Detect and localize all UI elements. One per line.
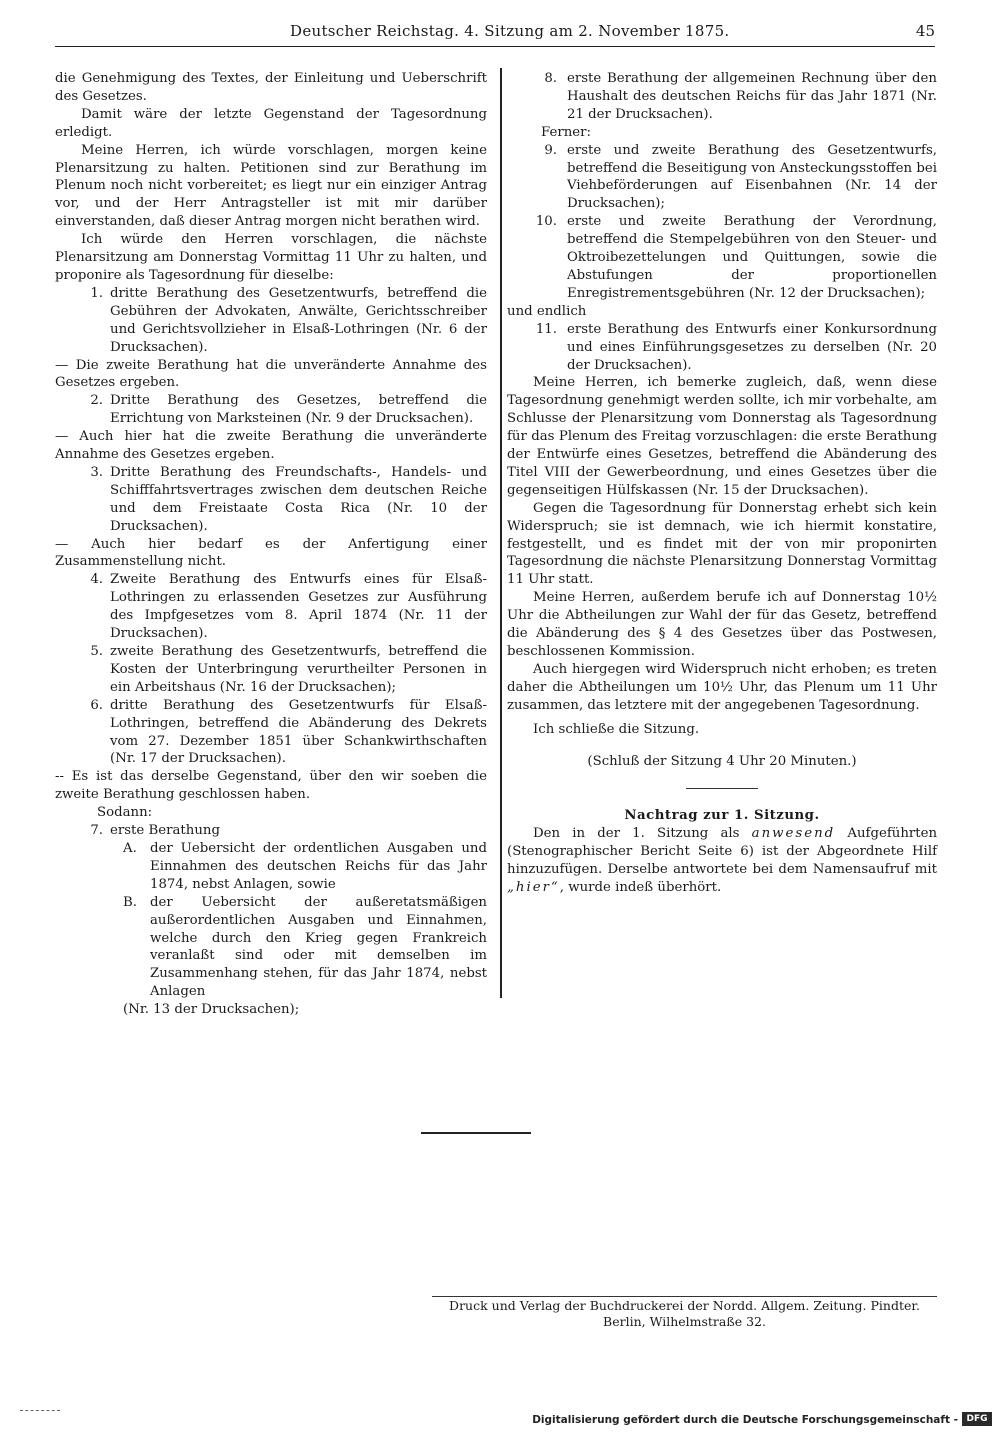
item-text: Dritte Berathung des Freundschafts-, Handels- und Schifffahrtsvertrages zwischen dem deutschen Reiche und dem Freistaate Costa Rica (Nr. 10 der Drucksachen). (110, 464, 487, 534)
item-text: erste und zweite Berathung der Verordnung, betreffend die Stempelgebühren von den Steuer- und Oktroibezettelungen und Quittungen, sowie die Abstufungen der proportionellen Enregistrementsgebühren (Nr. 12 der Drucksachen); (567, 214, 937, 301)
sub-item-text: der Uebersicht der ordentlichen Ausgaben und Einnahmen des deutschen Reichs für das Jahr 1874, nebst Anlagen, sowie (150, 840, 487, 892)
item-number: 6. (90, 697, 103, 713)
ferner-label: Ferner: (541, 124, 591, 140)
agenda-item (55, 571, 487, 643)
supplement-text (507, 825, 937, 897)
item-text: Zweite Berathung des Entwurfs eines für Elsaß-Lothringen zu erlassenden Gesetzes zur Ausführung des Impfgesetzes vom 8. April 1874 (Nr. 11 der Drucksachen). (110, 572, 487, 642)
item-number: 2. (90, 393, 103, 409)
paragraph: Damit wäre der letzte Gegenstand der Tagesordnung erledigt. (55, 106, 487, 140)
end-rule (421, 1132, 531, 1134)
agenda-item (55, 285, 487, 357)
session-end-note: (Schluß der Sitzung 4 Uhr 20 Minuten.) (587, 753, 857, 769)
printer-imprint (432, 1298, 937, 1330)
imprint-rule (432, 1296, 937, 1297)
left-column (55, 70, 487, 1019)
digitization-credit: Digitalisierung gefördert durch die Deutsche Forschungsgemeinschaft - (532, 1414, 958, 1426)
item-text: erste und zweite Berathung des Gesetzentwurfs, betreffend die Beseitigung von Ansteckungsstoffen bei Viehbeförderungen auf Eisenbahnen (Nr. 14 der Drucksachen); (567, 142, 937, 212)
item-number: 3. (90, 464, 103, 480)
item-number: 9. (544, 142, 557, 158)
sub-item-tail: (Nr. 13 der Drucksachen); (123, 1002, 300, 1018)
item-text: erste Berathung (110, 823, 220, 839)
note: -- Es ist das derselbe Gegenstand, über den wir soeben die zweite Berathung geschlossen haben. (55, 769, 487, 803)
paragraph: Gegen die Tagesordnung für Donnerstag erhebt sich kein Widerspruch; sie ist demnach, wie ich hiermit konstatire, festgestellt, und es findet mit der von mir proponirten Tagesordnung die nächste Plenarsitzung Donnerstag Vormittag 11 Uhr statt. (507, 500, 937, 588)
sub-item-text: der Uebersicht der außeretatsmäßigen außerordentlichen Ausgaben und Einnahmen, welche durch den Krieg gegen Frankreich veranlaßt sind oder mit demselben im Zusammenhang stehen, für das Jahr 1874, nebst Anlagen (150, 894, 487, 1000)
dfg-logo: DFG (962, 1412, 992, 1426)
item-number: 11. (535, 321, 557, 337)
item-text: erste Berathung des Entwurfs einer Konkursordnung und eines Einführungsgesetzes zu derselben (Nr. 20 der Drucksachen). (567, 321, 937, 373)
item-number: 5. (90, 644, 103, 659)
item-number: 4. (90, 572, 103, 588)
item-text: erste Berathung der allgemeinen Rechnung über den Haushalt des deutschen Reichs für das Jahr 1871 (Nr. 21 der Drucksachen). (567, 71, 937, 122)
supplement-text-e: , wurde indeß überhört. (559, 880, 722, 896)
agenda-item (507, 142, 937, 214)
paragraph: die Genehmigung des Textes, der Einleitung und Ueberschrift des Gesetzes. (55, 71, 487, 104)
agenda-item (55, 822, 487, 840)
imprint-line: Berlin, Wilhelmstraße 32. (603, 1314, 766, 1329)
supplement-title: Nachtrag zur 1. Sitzung. (624, 808, 820, 824)
item-text: Dritte Berathung des Gesetzes, betreffend die Errichtung von Marksteinen (Nr. 9 der Drucksachen). (110, 393, 487, 427)
paragraph: Meine Herren, außerdem berufe ich auf Donnerstag 10½ Uhr die Abtheilungen zur Wahl der für das Gesetz, betreffend die Abänderung des § 4 des Gesetzes über das Postwesen, beschlossenen Kommission. (507, 590, 937, 659)
item-number: 10. (535, 214, 557, 230)
sub-item-letter: A. (123, 840, 137, 856)
scan-mark (20, 1410, 60, 1413)
page-number: 45 (915, 22, 935, 40)
sodann-label: Sodann: (97, 805, 153, 821)
supplement-text-a: Den in der 1. Sitzung als (533, 826, 740, 842)
item-text: dritte Berathung des Gesetzentwurfs für Elsaß-Lothringen, betreffend die Abänderung des Dekrets vom 27. Dezember 1851 über Schankwirthschaften (Nr. 17 der Drucksachen). (110, 697, 487, 767)
paragraph: Ich würde den Herren vorschlagen, die nächste Plenarsitzung am Donnerstag Vormittag 11 Uhr zu halten, und proponire als Tagesordnung für dieselbe: (55, 232, 487, 283)
endlich-label: und endlich (507, 303, 587, 319)
agenda-item (507, 213, 937, 303)
agenda-item (507, 321, 937, 375)
item-number: 8. (544, 71, 557, 86)
paragraph: Auch hiergegen wird Widerspruch nicht erhoben; es treten daher die Abtheilungen um 10½ Uhr, das Plenum um 11 Uhr zusammen, das letztere mit der angegebenen Tagesordnung. (507, 661, 937, 713)
paragraph: Meine Herren, ich bemerke zugleich, daß, wenn diese Tagesordnung genehmigt werden sollte, ich mir vorbehalte, am Schlusse der Plenarsitzung vom Donnerstag als Tagesordnung für das Plenum des Freitag vorzuschlagen: die erste Berathung der Entwürfe eines Gesetzes, betreffend die Abänderung des Titel VIII der Gewerbeordnung, und eines Gesetzes über die gegenseitigen Hülfskassen (Nr. 15 der Drucksachen). (507, 375, 937, 498)
note: — Auch hier hat die zweite Berathung die unveränderte Annahme des Gesetzes ergeben. (55, 429, 487, 463)
agenda-item (507, 70, 937, 124)
note: — Auch hier bedarf es der Anfertigung einer Zusammenstellung nicht. (55, 536, 487, 570)
page-header (55, 22, 935, 47)
column-divider (500, 68, 502, 998)
agenda-item (55, 392, 487, 428)
agenda-item (55, 697, 487, 769)
sub-item-letter: B. (123, 894, 137, 910)
running-title: Deutscher Reichstag. 4. Sitzung am 2. November 1875. (290, 22, 730, 40)
agenda-item (55, 464, 487, 536)
closing-statement: Ich schließe die Sitzung. (533, 721, 700, 737)
item-number: 1. (90, 285, 103, 301)
item-text: dritte Berathung des Gesetzentwurfs, betreffend die Gebühren der Advokaten, Anwälte, Gerichtsschreiber und Gerichtsvollzieher in Elsaß-Lothringen (Nr. 6 der Drucksachen). (110, 285, 487, 355)
agenda-item (55, 643, 487, 697)
item-text: zweite Berathung des Gesetzentwurfs, betreffend die Kosten der Unterbringung verurtheilter Personen in ein Arbeitshaus (Nr. 16 der Drucksachen); (110, 644, 487, 695)
sub-item (55, 894, 487, 1001)
paragraph: Meine Herren, ich würde vorschlagen, morgen keine Plenarsitzung zu halten. Petitionen sind zur Berathung im Plenum noch nicht vorbereitet; es liegt nur ein einziger Antrag vor, und der Herr Antragsteller ist mit mir darüber einverstanden, daß dieser Antrag morgen nicht berathen wird. (55, 142, 487, 230)
imprint-line: Druck und Verlag der Buchdruckerei der Nordd. Allgem. Zeitung. Pindter. (449, 1298, 920, 1313)
note: — Die zweite Berathung hat die unveränderte Annahme des Gesetzes ergeben. (55, 357, 487, 391)
separator-rule (686, 788, 758, 789)
supplement-quote: „hier“ (507, 880, 560, 896)
right-column (507, 70, 937, 897)
item-number: 7. (90, 823, 103, 839)
supplement-emphasis: anwesend (751, 826, 836, 842)
sub-item (55, 840, 487, 894)
supplement-text-c: Aufgeführten (Stenographischer Bericht Seite 6) ist der Abgeordnete Hilf hinzuzufügen. Derselbe antwortete bei dem Namensaufruf mit (507, 826, 938, 878)
